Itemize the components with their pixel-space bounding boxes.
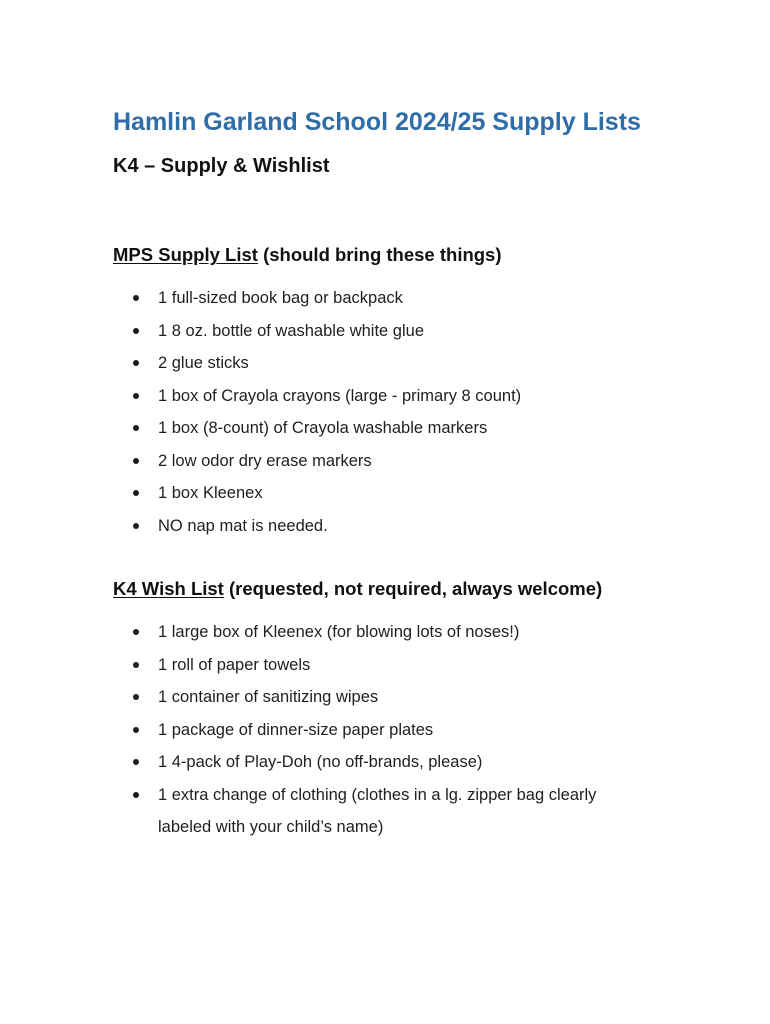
bullet-icon — [133, 393, 139, 399]
list-item: 1 container of sanitizing wipes — [0, 681, 678, 714]
list-item: 1 box (8-count) of Crayola washable markers — [0, 412, 678, 445]
list-item: 1 full-sized book bag or backpack — [0, 282, 678, 315]
mps-supply-list — [0, 282, 678, 542]
bullet-icon — [133, 792, 139, 798]
wish-list-heading — [113, 578, 602, 600]
bullet-icon — [133, 458, 139, 464]
bullet-icon — [133, 490, 139, 496]
bullet-icon — [133, 694, 139, 700]
list-item: 1 package of dinner-size paper plates — [0, 714, 678, 747]
mps-supply-heading-rest: (should bring these things) — [257, 244, 502, 265]
wish-list-heading-underlined: K4 Wish List — [113, 578, 224, 599]
list-item: 1 extra change of clothing (clothes in a lg. zipper bag clearly labeled with your child’s name) — [0, 779, 638, 844]
bullet-icon — [133, 295, 139, 301]
list-item: 1 box of Crayola crayons (large - primary 8 count) — [0, 380, 678, 413]
wish-list — [0, 616, 678, 844]
bullet-icon — [133, 425, 139, 431]
list-item: 2 low odor dry erase markers — [0, 445, 678, 478]
bullet-icon — [133, 328, 139, 334]
bullet-icon — [133, 662, 139, 668]
list-item: 1 roll of paper towels — [0, 649, 678, 682]
bullet-icon — [133, 759, 139, 765]
mps-supply-heading-underlined: MPS Supply List — [113, 244, 258, 265]
bullet-icon — [133, 523, 139, 529]
page-subtitle: K4 – Supply & Wishlist — [113, 155, 330, 177]
bullet-icon — [133, 629, 139, 635]
list-item: NO nap mat is needed. — [0, 510, 678, 543]
mps-supply-heading — [113, 244, 502, 266]
page-title: Hamlin Garland School 2024/25 Supply Lists — [113, 108, 641, 136]
bullet-icon — [133, 727, 139, 733]
list-item: 1 8 oz. bottle of washable white glue — [0, 315, 678, 348]
wish-list-heading-rest: (requested, not required, always welcome) — [223, 578, 603, 599]
list-item: 1 large box of Kleenex (for blowing lots of noses!) — [0, 616, 678, 649]
list-item: 1 box Kleenex — [0, 477, 678, 510]
list-item: 2 glue sticks — [0, 347, 678, 380]
bullet-icon — [133, 360, 139, 366]
list-item: 1 4-pack of Play-Doh (no off-brands, please) — [0, 746, 678, 779]
